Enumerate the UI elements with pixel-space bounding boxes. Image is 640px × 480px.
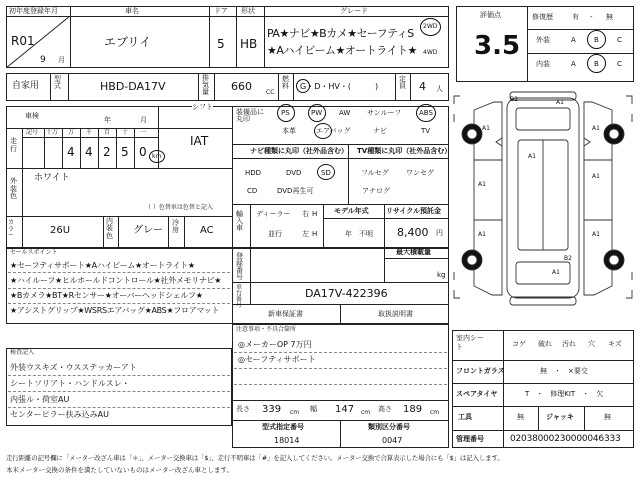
type-cert-value: 18014: [274, 436, 300, 445]
footer-line-2: 本米メーター交換の条件を満たしていないものはメーター改ざん車とします。: [6, 466, 233, 474]
ac-label: 冷房: [172, 219, 179, 235]
warranty-label: 新車保証書: [268, 310, 303, 318]
import-left: 左: [302, 230, 309, 238]
tv-oneseg: ワンセグ: [406, 169, 434, 177]
selling-label: セールスポイント: [10, 249, 58, 256]
fuel-value: G・D・HV・( ): [300, 82, 379, 91]
shift-label: シフト: [192, 103, 213, 111]
mileage-digit-2: 4: [85, 145, 93, 159]
width-label: 幅: [310, 405, 317, 413]
exterior-label: 外装: [536, 36, 550, 44]
width-value: 147: [335, 404, 355, 415]
car-name-label: 車名: [125, 7, 139, 15]
exterior-c: C: [617, 36, 622, 44]
nav-title: ナビ種類に丸印（社外品含む）: [250, 147, 348, 155]
grade-label: グレード: [340, 7, 368, 15]
drive-2wd: 2WD: [423, 23, 438, 30]
fuel-label: 燃料: [282, 75, 289, 91]
capacity-value: 4: [419, 80, 426, 93]
door-label: ドア: [214, 7, 228, 15]
mileage-label: 走行: [10, 137, 17, 153]
front-glass-label: フロントガラス: [456, 367, 505, 375]
diag-label-10: B2: [564, 255, 572, 262]
tv-title: TV種類に丸印（社外品含む）: [357, 147, 452, 155]
jack-label: ジャッキ: [546, 413, 574, 421]
color-code-label: カラー: [8, 219, 15, 240]
interior-color-value: グレー: [133, 225, 163, 236]
recycle-value: 8,400: [397, 226, 429, 239]
reg-month: 9: [40, 55, 46, 65]
diag-label-8: A1: [478, 231, 486, 238]
import-right: 右: [302, 210, 309, 218]
seat-kizu: キズ: [608, 340, 622, 348]
model-year-label: モデル年式: [334, 207, 369, 215]
registration-label: 登録番号: [236, 252, 243, 281]
selling-line-2: ★ハイルーフ★ヒルホールドコントロール★社外メモリナビ★: [10, 276, 222, 285]
interior-label: 内装: [536, 60, 550, 68]
exterior-circle: [587, 30, 606, 49]
manual-label: 取扱説明書: [378, 310, 413, 318]
equip-ps: PS: [281, 109, 290, 117]
color-label: 外装色: [10, 177, 17, 201]
max-load-label: 最大積載量: [396, 248, 431, 256]
seat-label: 室内シート: [456, 334, 484, 352]
nav-hdd: HDD: [245, 169, 262, 177]
tools-value: 無: [517, 413, 524, 421]
grade-line1: PA★ナビ★Bカメ★セーフティS: [267, 27, 414, 40]
reg-year: R01: [11, 34, 35, 48]
nav-dvd: DVD: [286, 169, 302, 177]
repair-dash: -: [590, 13, 593, 21]
max-load-kg: kg: [437, 271, 446, 279]
shape-label: 形状: [241, 7, 255, 15]
inspection-label: 車検: [25, 112, 39, 120]
diag-label-1: B2: [510, 96, 518, 103]
displacement-value: 660: [231, 80, 252, 93]
footer-line-1: 走行距離の記号欄に「メーター改ざん車は「＊」、メーター交換車は「$」、走行不明車は「#」を記入してください。メーター交換で合算表示した場合にも「$」は記入します。: [6, 454, 504, 462]
diag-label-3: A1: [482, 125, 490, 132]
equip-sunroof: サンルーフ: [367, 109, 402, 117]
eval-label: 評価点: [480, 11, 501, 19]
tv-analog: アナログ: [362, 187, 390, 195]
grade-line2: ★Aハイビーム★オートライト★: [267, 44, 417, 57]
equipment-label: 装備品に丸印: [236, 108, 264, 124]
length-label: 長さ: [236, 405, 250, 413]
import-label: 輸入車: [236, 210, 243, 232]
inspector-line-3: 内張ル・荷室AU: [10, 395, 70, 404]
capacity-label: 定員: [399, 75, 406, 91]
notes-label: 注意事項・不具合箇所: [236, 326, 297, 333]
nav-cd: CD: [247, 187, 258, 195]
equip-airbag: エアバッグ: [316, 127, 351, 135]
equip-tv: TV: [421, 127, 431, 135]
import-dealer: ディーラー: [256, 210, 291, 218]
tools-label: 工具: [458, 413, 472, 421]
seat-yogore: 汚れ: [562, 340, 576, 348]
inspector-line-1: 外装ウスキズ・ウスステッカーアト: [10, 363, 137, 372]
shape-value: HB: [240, 37, 258, 51]
mileage-digit-5: 0: [139, 145, 147, 159]
height-value: 189: [403, 404, 423, 415]
model-value: HBD-DA17V: [100, 80, 166, 93]
inspector-label: 検査記入: [10, 349, 35, 356]
col-man: 万: [68, 129, 75, 136]
equip-pw: PW: [311, 109, 323, 117]
col-ichi: 一: [140, 129, 147, 136]
diag-label-9: A1: [592, 231, 600, 238]
interior-circle: [587, 54, 606, 73]
col-10k: 十万: [46, 129, 59, 136]
col-memo: 記号: [26, 129, 39, 136]
type-label: 型式: [54, 75, 61, 91]
frame-label: 車台番号: [236, 284, 243, 309]
reg-label: 初年度登録年月: [9, 7, 58, 15]
cc-unit: CC: [266, 89, 275, 96]
import-h-right: H: [312, 210, 318, 218]
col-sen: 千: [86, 129, 93, 136]
diag-label-5: A1: [528, 153, 536, 160]
ac-value: AC: [200, 225, 214, 236]
selling-line-3: ★Bカメラ★BT★Rセンサー★オーバーヘッドシェルフ★: [10, 291, 203, 300]
management-value: 02038000230000046333: [510, 434, 621, 444]
interior-a: A: [571, 60, 576, 68]
equip-leather: 本革: [282, 127, 296, 135]
car-name: エブリイ: [104, 35, 152, 49]
inspector-line-4: センターピラー扶み込みAU: [10, 410, 110, 419]
repair-yes: 有: [572, 13, 579, 21]
damage-diagram: [452, 90, 634, 322]
selling-line-4: ★アシストグリップ★WSRSエアバッグ★ABS★フロアマット: [10, 306, 220, 315]
seat-yabure: 破れ: [538, 340, 552, 348]
import-h-left: H: [312, 230, 318, 238]
diag-label-11: A1: [552, 269, 560, 276]
interior-b: B: [594, 60, 599, 68]
interior-color-label: 内装色: [106, 217, 113, 240]
mileage-unit: km: [152, 153, 162, 160]
seat-ana: 穴: [588, 340, 595, 348]
diag-label-6: A1: [478, 181, 486, 188]
width-unit: cm: [361, 409, 371, 416]
notes-line-2: ◎セーフティサポート: [238, 355, 316, 364]
mileage-digit-3: 2: [103, 145, 111, 159]
height-unit: cm: [430, 409, 440, 416]
interior-c: C: [617, 60, 622, 68]
model-year-value: 年 不明: [345, 230, 373, 238]
recycle-label: リサイクル預託金: [386, 207, 442, 215]
col-ju: 十: [122, 129, 129, 136]
inspector-line-2: シートソリアト・ハンドルスレ・: [10, 379, 130, 388]
height-label: 高さ: [378, 405, 392, 413]
seat-koge: コゲ: [512, 340, 526, 348]
displacement-label: 排気量: [202, 74, 209, 96]
col-hyaku: 百: [104, 129, 111, 136]
exterior-a: A: [571, 36, 576, 44]
front-glass-value: 無 ・ ×要交: [540, 367, 588, 375]
diag-label-2: A1: [556, 99, 564, 106]
doors-value: 5: [217, 37, 225, 51]
usage-value: 自家用: [12, 81, 40, 91]
class-label: 類別区分番号: [368, 423, 410, 431]
jack-value: 無: [604, 413, 611, 421]
equip-aw: AW: [339, 109, 351, 117]
nav-dvd-play: DVD再生可: [277, 187, 314, 195]
repair-no: 無: [606, 13, 613, 21]
tv-fullseg: フルセグ: [361, 169, 389, 177]
car-outline-svg: [452, 90, 634, 322]
import-parallel: 並行: [268, 230, 282, 238]
length-unit: cm: [290, 409, 300, 416]
equip-abs: ABS: [419, 109, 433, 117]
color-note: （ ）色替車は色替と記入: [145, 204, 213, 211]
repair-label: 修復歴: [532, 13, 553, 21]
color-value: ホワイト: [34, 173, 70, 183]
mileage-digit-1: 4: [67, 145, 75, 159]
diag-label-4: A1: [592, 125, 600, 132]
inspection-month-unit: 月: [140, 116, 147, 124]
nav-sd: SD: [321, 169, 331, 177]
selling-line-1: ★セーフティサポート★Aハイビーム★オートライト★: [10, 261, 195, 270]
eval-score: 3.5: [474, 31, 521, 61]
mileage-digit-4: 5: [121, 145, 129, 159]
reg-month-unit: 月: [58, 56, 65, 64]
recycle-yen: 円: [436, 229, 443, 237]
exterior-b: B: [594, 36, 599, 44]
equip-nav: ナビ: [373, 127, 387, 135]
frame-value: DA17V-422396: [305, 287, 388, 300]
management-label: 管理番号: [456, 435, 484, 443]
type-cert-label: 型式指定番号: [262, 423, 304, 431]
spare-tire-label: スペアタイヤ: [456, 390, 498, 398]
length-value: 339: [262, 404, 282, 415]
class-value: 0047: [382, 436, 403, 445]
notes-line-1: ◎メーカーOP 7万円: [238, 340, 312, 349]
color-code-value: 26U: [50, 225, 71, 236]
capacity-unit: 人: [436, 85, 443, 93]
usage-row: [6, 73, 449, 101]
drive-4wd: 4WD: [423, 49, 438, 56]
spare-tire-value: T ・ 修理KIT ・ 欠: [525, 390, 604, 398]
shift-value: IAT: [190, 134, 209, 148]
inspection-year-unit: 年: [104, 116, 111, 124]
diag-label-7: A1: [592, 173, 600, 180]
